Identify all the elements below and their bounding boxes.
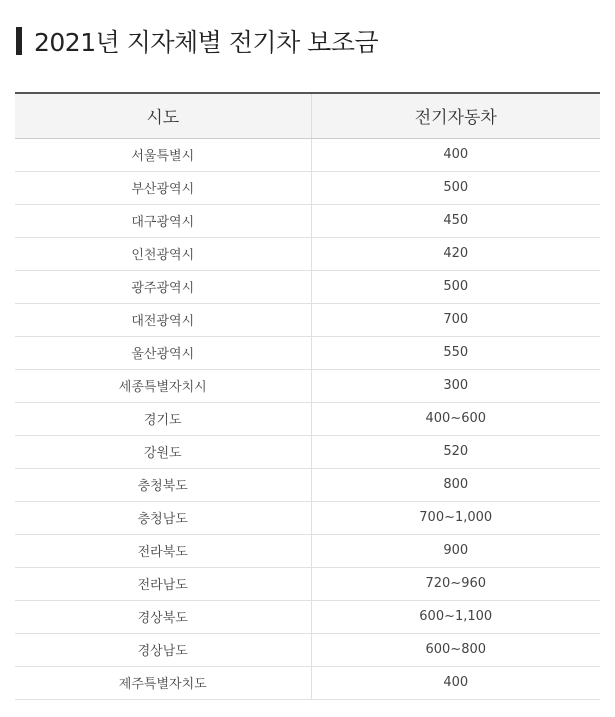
region-cell: 전라남도 <box>15 567 311 600</box>
table-row <box>15 633 600 666</box>
subsidy-amount-cell: 420 <box>311 237 600 270</box>
subsidy-amount-cell: 400 <box>311 138 600 171</box>
table-header <box>15 93 600 138</box>
heading-accent-bar <box>16 27 22 55</box>
table-header-row <box>15 93 600 138</box>
region-cell: 서울특별시 <box>15 138 311 171</box>
subsidy-amount-cell: 700~1,000 <box>311 501 600 534</box>
region-cell: 강원도 <box>15 435 311 468</box>
region-cell: 인천광역시 <box>15 237 311 270</box>
region-cell: 전라북도 <box>15 534 311 567</box>
region-cell: 경상남도 <box>15 633 311 666</box>
subsidy-table <box>15 92 600 700</box>
table-row <box>15 204 600 237</box>
table-row <box>15 666 600 699</box>
column-header-ev: 전기자동차 <box>311 93 600 138</box>
table-row <box>15 534 600 567</box>
region-cell: 부산광역시 <box>15 171 311 204</box>
subsidy-amount-cell: 450 <box>311 204 600 237</box>
table-row <box>15 171 600 204</box>
region-cell: 충청남도 <box>15 501 311 534</box>
subsidy-amount-cell: 900 <box>311 534 600 567</box>
table-row <box>15 336 600 369</box>
table-row <box>15 435 600 468</box>
subsidy-amount-cell: 800 <box>311 468 600 501</box>
subsidy-amount-cell: 520 <box>311 435 600 468</box>
subsidy-amount-cell: 400 <box>311 666 600 699</box>
region-cell: 충청북도 <box>15 468 311 501</box>
subsidy-amount-cell: 400~600 <box>311 402 600 435</box>
table-row <box>15 468 600 501</box>
subsidy-amount-cell: 300 <box>311 369 600 402</box>
table-body <box>15 138 600 699</box>
subsidy-amount-cell: 550 <box>311 336 600 369</box>
region-cell: 울산광역시 <box>15 336 311 369</box>
table-row <box>15 138 600 171</box>
subsidy-amount-cell: 500 <box>311 171 600 204</box>
table-row <box>15 567 600 600</box>
subsidy-amount-cell: 500 <box>311 270 600 303</box>
region-cell: 세종특별자치시 <box>15 369 311 402</box>
subsidy-amount-cell: 700 <box>311 303 600 336</box>
table-row <box>15 402 600 435</box>
table-row <box>15 303 600 336</box>
region-cell: 제주특별자치도 <box>15 666 311 699</box>
table-row <box>15 369 600 402</box>
page-title: 2021년 지자체별 전기차 보조금 <box>34 28 379 57</box>
table-row <box>15 237 600 270</box>
table-row <box>15 501 600 534</box>
subsidy-amount-cell: 720~960 <box>311 567 600 600</box>
region-cell: 광주광역시 <box>15 270 311 303</box>
region-cell: 경기도 <box>15 402 311 435</box>
subsidy-amount-cell: 600~1,100 <box>311 600 600 633</box>
region-cell: 경상북도 <box>15 600 311 633</box>
table-row <box>15 270 600 303</box>
subsidy-amount-cell: 600~800 <box>311 633 600 666</box>
column-header-region: 시도 <box>15 93 311 138</box>
table-row <box>15 600 600 633</box>
region-cell: 대구광역시 <box>15 204 311 237</box>
region-cell: 대전광역시 <box>15 303 311 336</box>
page-heading <box>16 25 378 57</box>
